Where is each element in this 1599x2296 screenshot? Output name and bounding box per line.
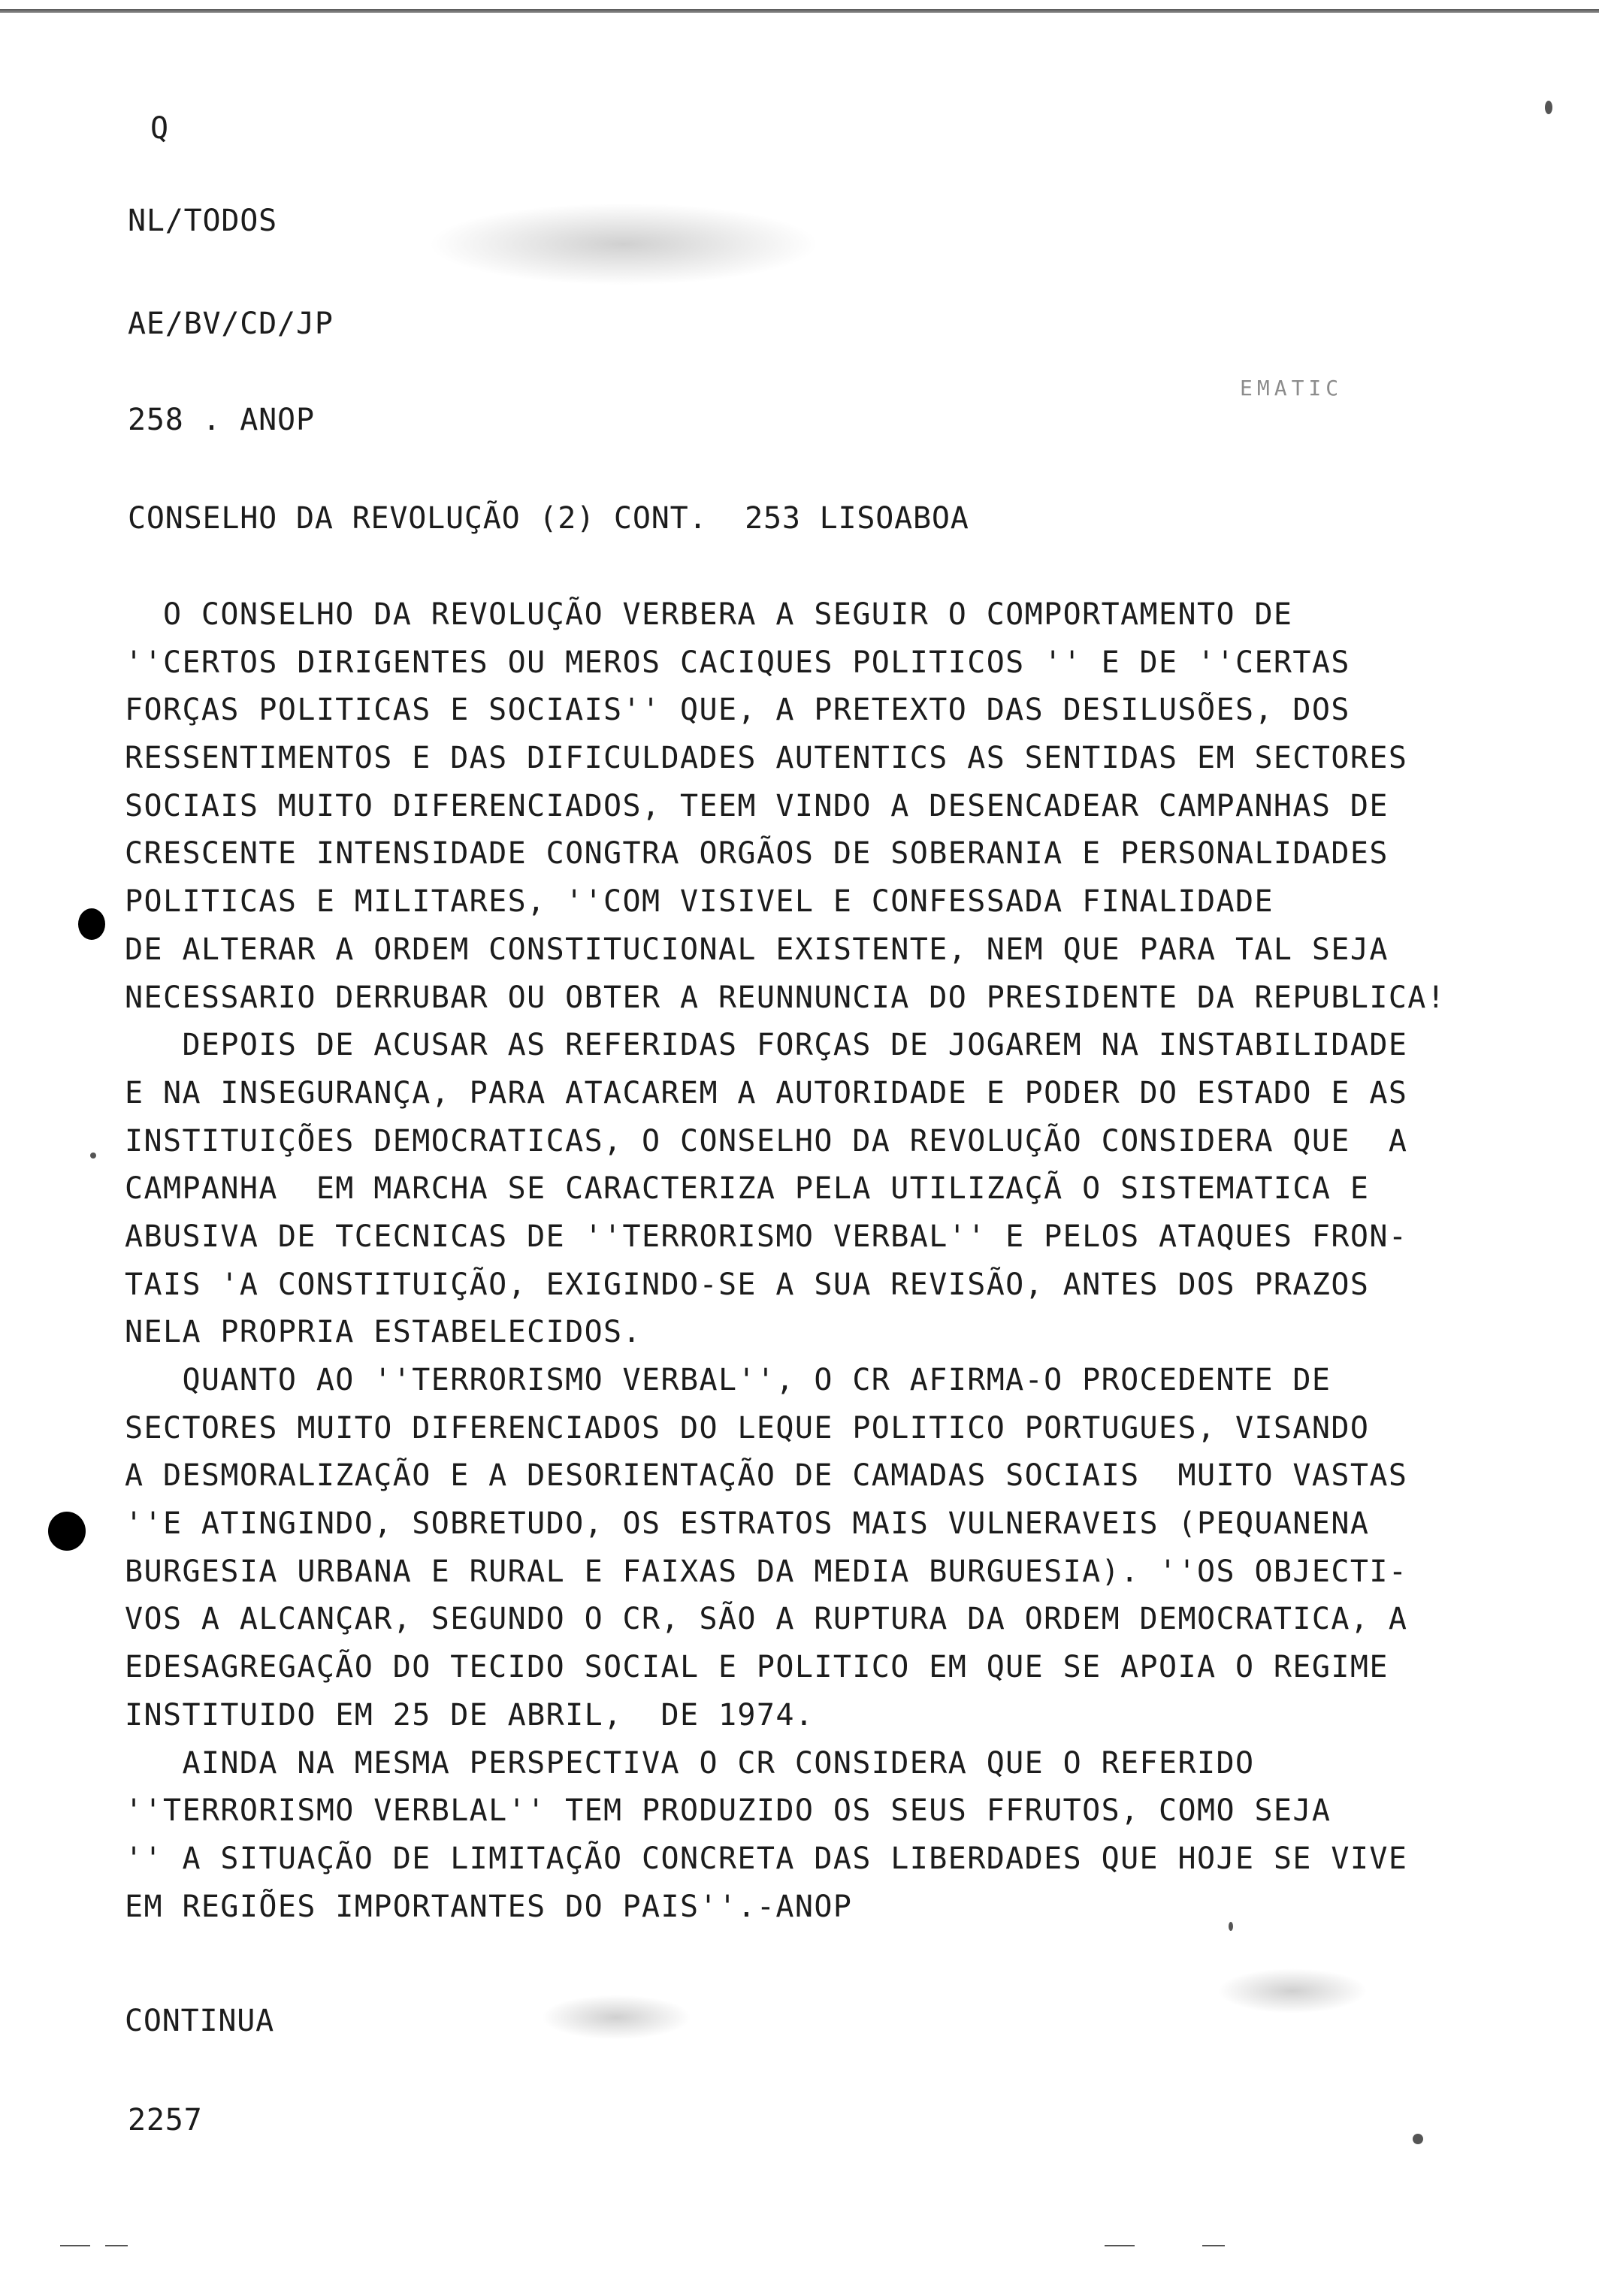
body-line: ''E ATINGINDO, SOBRETUDO, OS ESTRATOS MAIS VULNERAVEIS (PEQUANENA bbox=[125, 1506, 1370, 1542]
body-line: SECTORES MUITO DIFERENCIADOS DO LEQUE POLITICO PORTUGUES, VISANDO bbox=[125, 1410, 1370, 1446]
edge-dash bbox=[60, 2245, 90, 2246]
ink-speck bbox=[1229, 1922, 1233, 1931]
body-line: NELA PROPRIA ESTABELECIDOS. bbox=[125, 1315, 642, 1350]
ink-speck bbox=[1545, 101, 1552, 114]
body-line: '' A SITUAÇÃO DE LIMITAÇÃO CONCRETA DAS LIBERDADES QUE HOJE SE VIVE bbox=[125, 1841, 1408, 1876]
body-line: E NA INSEGURANÇA, PARA ATACAREM A AUTORIDADE E PODER DO ESTADO E AS bbox=[125, 1075, 1408, 1110]
body-line: CAMPANHA EM MARCHA SE CARACTERIZA PELA UTILIZAÇÃ O SISTEMATICA E bbox=[125, 1171, 1370, 1207]
ink-speck bbox=[1413, 2134, 1423, 2144]
body-line: POLITICAS E MILITARES, ''COM VISIVEL E CONFESSADA FINALIDADE bbox=[125, 884, 1274, 920]
ink-speck bbox=[90, 1153, 96, 1159]
faint-stamp: EMATIC bbox=[1240, 376, 1344, 400]
item-number: 258 . ANOP bbox=[128, 403, 315, 437]
body-line: FORÇAS POLITICAS E SOCIAIS'' QUE, A PRETEXTO DAS DESILUSÕES, DOS bbox=[125, 693, 1350, 728]
body-line: SOCIAIS MUITO DIFERENCIADOS, TEEM VINDO A DESENCADEAR CAMPANHAS DE bbox=[125, 788, 1389, 823]
edge-dash bbox=[1105, 2245, 1135, 2246]
ink-smudge bbox=[428, 203, 819, 285]
body-line: DE ALTERAR A ORDEM CONSTITUCIONAL EXISTENTE, NEM QUE PARA TAL SEJA bbox=[125, 932, 1389, 967]
routing-code: NL/TODOS bbox=[128, 204, 278, 238]
body-line: VOS A ALCANÇAR, SEGUNDO O CR, SÃO A RUPTURA DA ORDEM DEMOCRATICA, A bbox=[125, 1602, 1408, 1637]
ink-smudge bbox=[1217, 1968, 1368, 2014]
body-line: AINDA NA MESMA PERSPECTIVA O CR CONSIDERA QUE O REFERIDO bbox=[125, 1745, 1255, 1781]
body-line: CRESCENTE INTENSIDADE CONGTRA ORGÃOS DE SOBERANIA E PERSONALIDADES bbox=[125, 836, 1389, 872]
continua-label: CONTINUA bbox=[125, 2004, 275, 2038]
body-line: ABUSIVA DE TCECNICAS DE ''TERRORISMO VERBAL'' E PELOS ATAQUES FRON- bbox=[125, 1219, 1408, 1254]
body-line: O CONSELHO DA REVOLUÇÃO VERBERA A SEGUIR O COMPORTAMENTO DE bbox=[125, 597, 1293, 632]
body-line: BURGESIA URBANA E RURAL E FAIXAS DA MEDIA BURGUESIA). ''OS OBJECTI- bbox=[125, 1554, 1408, 1589]
body-line: EDESAGREGAÇÃO DO TECIDO SOCIAL E POLITICO EM QUE SE APOIA O REGIME bbox=[125, 1650, 1389, 1685]
body-line: ''CERTOS DIRIGENTES OU MEROS CACIQUES POLITICOS '' E DE ''CERTAS bbox=[125, 645, 1350, 680]
body-line: QUANTO AO ''TERRORISMO VERBAL'', O CR AFIRMA-O PROCEDENTE DE bbox=[125, 1363, 1331, 1397]
body-line: TAIS 'A CONSTITUIÇÃO, EXIGINDO-SE A SUA REVISÃO, ANTES DOS PRAZOS bbox=[125, 1267, 1370, 1302]
body-line: RESSENTIMENTOS E DAS DIFICULDADES AUTENTICS AS SENTIDAS EM SECTORES bbox=[125, 741, 1408, 776]
operator-codes: AE/BV/CD/JP bbox=[128, 307, 334, 341]
body-line: INSTITUIÇÕES DEMOCRATICAS, O CONSELHO DA REVOLUÇÃO CONSIDERA QUE A bbox=[125, 1123, 1408, 1159]
edge-dash bbox=[1202, 2245, 1225, 2246]
header-mark: Q bbox=[150, 111, 169, 146]
body-line: INSTITUIDO EM 25 DE ABRIL, DE 1974. bbox=[125, 1697, 815, 1733]
slug-line: CONSELHO DA REVOLUÇÃO (2) CONT. 253 LISOABOA bbox=[128, 501, 969, 536]
time-stamp: 2257 bbox=[128, 2103, 203, 2137]
punch-hole-mark bbox=[78, 908, 105, 940]
body-line: DEPOIS DE ACUSAR AS REFERIDAS FORÇAS DE JOGAREM NA INSTABILIDADE bbox=[125, 1028, 1408, 1063]
body-line: ''TERRORISMO VERBLAL'' TEM PRODUZIDO OS SEUS FFRUTOS, COMO SEJA bbox=[125, 1793, 1331, 1829]
body-line: A DESMORALIZAÇÃO E A DESORIENTAÇÃO DE CAMADAS SOCIAIS MUITO VASTAS bbox=[125, 1458, 1408, 1494]
punch-hole-mark bbox=[48, 1512, 86, 1551]
edge-dash bbox=[105, 2245, 128, 2246]
body-line: EM REGIÕES IMPORTANTES DO PAIS''.-ANOP bbox=[125, 1889, 853, 1924]
article-body bbox=[125, 591, 1477, 1931]
ink-smudge bbox=[541, 1995, 691, 2040]
top-rule bbox=[0, 9, 1599, 13]
body-line: NECESSARIO DERRUBAR OU OBTER A REUNNUNCIA DO PRESIDENTE DA REPUBLICA! bbox=[125, 980, 1446, 1015]
